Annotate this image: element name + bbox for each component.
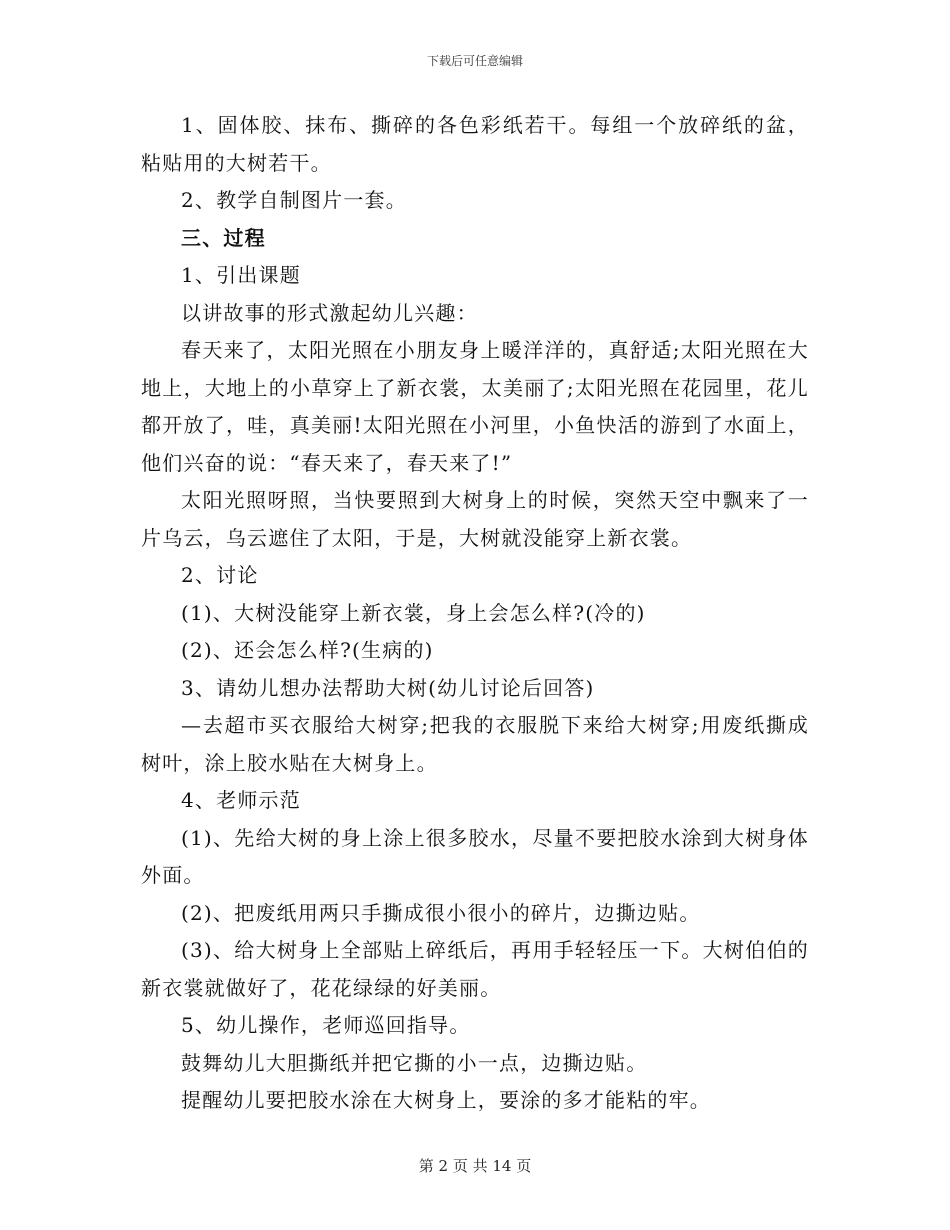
paragraph: 以讲故事的形式激起幼儿兴趣： [181, 300, 478, 325]
paragraph: 2、讨论 [181, 563, 259, 587]
paragraph: 4、老师示范 [181, 788, 301, 812]
paragraph: 提醒幼儿要把胶水涂在大树身上，要涂的多才能粘的牢。 [181, 1088, 711, 1112]
paragraph: 2、教学自制图片一套。 [181, 188, 407, 212]
document-body [141, 107, 809, 1120]
page-footer: 第 2 页 共 14 页 [418, 1157, 532, 1175]
paragraph: 3、请幼儿想办法帮助大树(幼儿讨论后回答) [181, 675, 595, 700]
paragraph: 1、固体胶、抹布、撕碎的各色彩纸若干。每组一个放碎纸的盆，粘贴用的大树若干。 [141, 113, 809, 175]
paragraph: 春天来了，太阳光照在小朋友身上暖洋洋的，真舒适;太阳光照在大地上，大地上的小草穿上了新衣裳，太美丽了;太阳光照在花园里，花儿都开放了，哇，真美丽!太阳光照在小河里，小鱼快活的游到了水面上，他们兴奋的说：“春天来了，春天来了!” [141, 338, 809, 475]
paragraph: (1)、大树没能穿上新衣裳，身上会怎么样?(冷的) [181, 600, 646, 625]
paragraph: 1、引出课题 [181, 263, 301, 287]
section-heading: 三、过程 [181, 225, 266, 250]
paragraph: (3)、给大树身上全部贴上碎纸后，再用手轻轻压一下。大树伯伯的新衣裳就做好了，花花绿绿的好美丽。 [141, 938, 809, 1000]
paragraph: (2)、还会怎么样?(生病的) [181, 638, 434, 662]
paragraph: 太阳光照呀照，当快要照到大树身上的时候，突然天空中飘来了一片乌云，乌云遮住了太阳，于是，大树就没能穿上新衣裳。 [141, 488, 809, 550]
paragraph: —去超市买衣服给大树穿;把我的衣服脱下来给大树穿;用废纸撕成树叶，涂上胶水贴在大树身上。 [141, 713, 809, 775]
page-header: 下载后可任意编辑 [426, 54, 523, 68]
paragraph: (2)、把废纸用两只手撕成很小很小的碎片，边撕边贴。 [181, 900, 701, 925]
paragraph: (1)、先给大树的身上涂上很多胶水，尽量不要把胶水涂到大树身体外面。 [141, 825, 809, 887]
paragraph: 鼓舞幼儿大胆撕纸并把它撕的小一点，边撕边贴。 [181, 1050, 648, 1075]
paragraph: 5、幼儿操作，老师巡回指导。 [181, 1013, 471, 1037]
